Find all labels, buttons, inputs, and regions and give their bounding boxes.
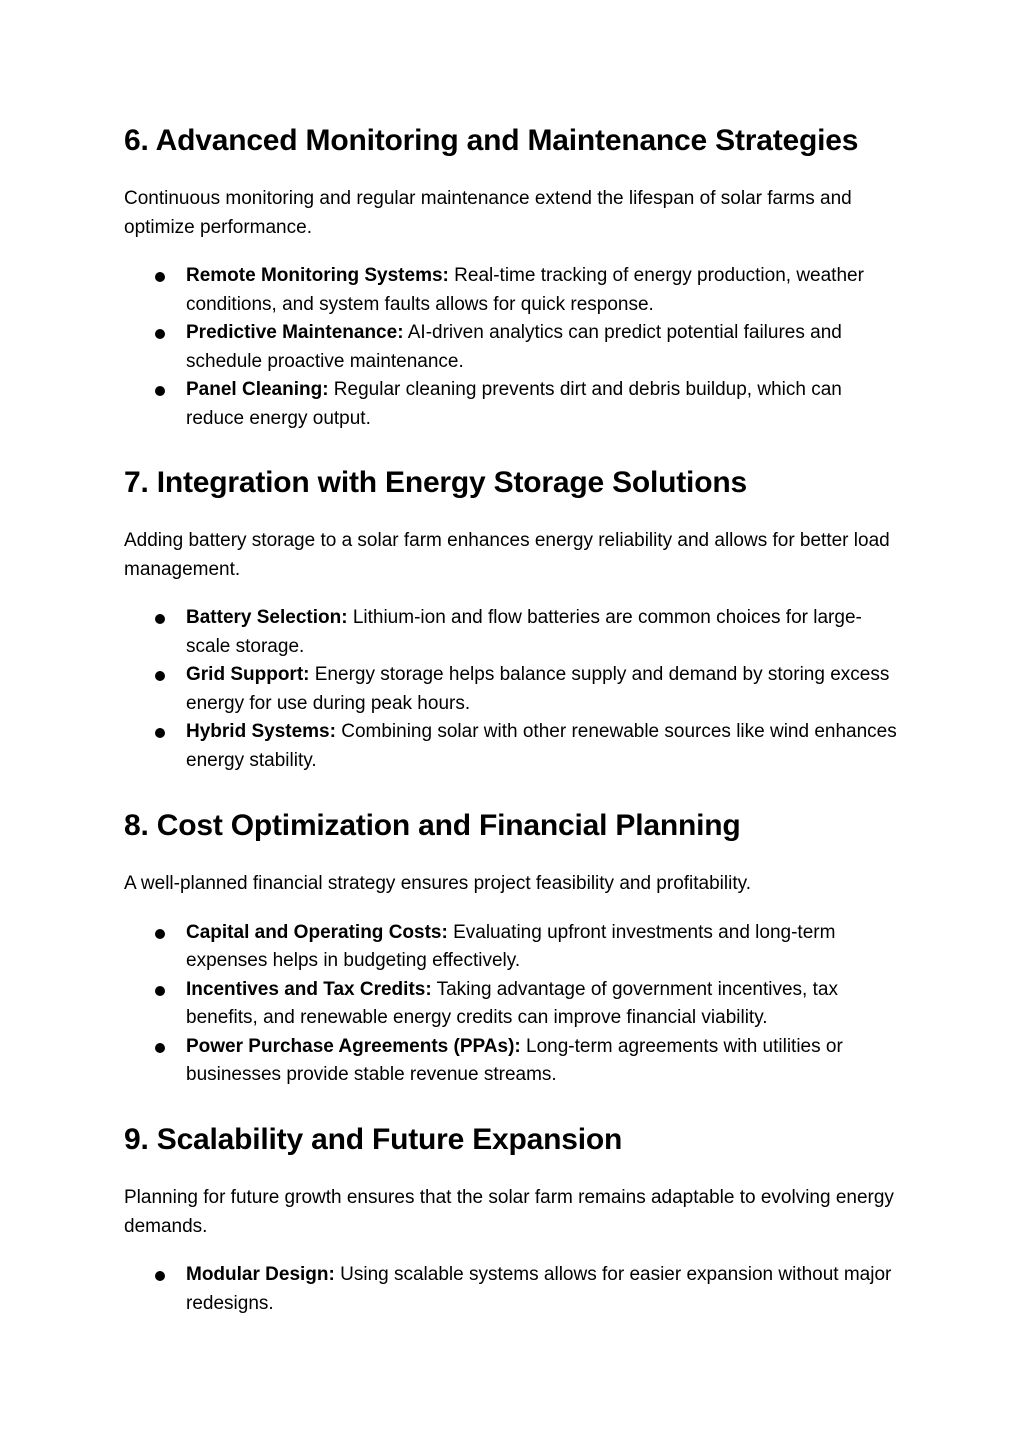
list-item bbox=[124, 718, 898, 775]
bullet-icon bbox=[155, 272, 165, 282]
list-item bbox=[124, 604, 898, 661]
item-term: Remote Monitoring Systems: bbox=[186, 265, 449, 286]
list-item bbox=[124, 1033, 898, 1090]
item-term: Power Purchase Agreements (PPAs): bbox=[186, 1035, 521, 1057]
item-term: Hybrid Systems: bbox=[186, 721, 336, 742]
section-intro: Continuous monitoring and regular maintenance extend the lifespan of solar farms and optimize performance. bbox=[124, 188, 852, 238]
item-text: Taking advantage of government incentives, tax benefits, and renewable energy credits can improve financial viability. bbox=[186, 978, 838, 1028]
bullet-icon bbox=[155, 1043, 165, 1053]
section-monitoring-maintenance bbox=[124, 123, 904, 433]
item-term: Modular Design: bbox=[186, 1264, 335, 1285]
bullet-icon bbox=[155, 986, 165, 996]
item-text: Combining solar with other renewable sources like wind enhances energy stability. bbox=[186, 721, 897, 771]
list-item bbox=[124, 319, 898, 376]
item-term: Panel Cleaning: bbox=[186, 379, 329, 400]
section-intro: A well-planned financial strategy ensures project feasibility and profitability. bbox=[124, 873, 751, 894]
item-text: AI-driven analytics can predict potential failures and schedule proactive maintenance. bbox=[186, 322, 842, 372]
bullet-icon bbox=[155, 329, 165, 339]
list-item bbox=[124, 262, 898, 319]
list-item bbox=[124, 661, 898, 718]
list-item bbox=[124, 376, 898, 433]
item-text: Evaluating upfront investments and long-term expenses helps in budgeting effectively. bbox=[186, 921, 836, 971]
list-item bbox=[124, 976, 898, 1033]
item-term: Predictive Maintenance: bbox=[186, 322, 404, 343]
section-intro: Adding battery storage to a solar farm enhances energy reliability and allows for better load management. bbox=[124, 530, 890, 580]
list-item bbox=[124, 1261, 898, 1318]
item-term: Battery Selection: bbox=[186, 607, 348, 628]
bullet-icon bbox=[155, 1271, 165, 1281]
bullet-icon bbox=[155, 728, 165, 738]
bullet-icon bbox=[155, 671, 165, 681]
bullet-icon bbox=[155, 386, 165, 396]
item-text: Energy storage helps balance supply and demand by storing excess energy for use during peak hours. bbox=[186, 664, 890, 714]
section-heading: 7. Integration with Energy Storage Solutions bbox=[124, 466, 747, 499]
item-text: Long-term agreements with utilities or businesses provide stable revenue streams. bbox=[186, 1035, 843, 1085]
bullet-list bbox=[124, 919, 904, 1090]
item-text: Regular cleaning prevents dirt and debris buildup, which can reduce energy output. bbox=[186, 379, 842, 429]
section-cost-optimization bbox=[124, 808, 904, 1090]
item-term: Grid Support: bbox=[186, 664, 310, 685]
section-intro: Planning for future growth ensures that the solar farm remains adaptable to evolving energy demands. bbox=[124, 1187, 894, 1237]
bullet-icon bbox=[155, 929, 165, 939]
bullet-list bbox=[124, 262, 904, 433]
item-term: Capital and Operating Costs: bbox=[186, 921, 448, 943]
list-item bbox=[124, 919, 898, 976]
item-term: Incentives and Tax Credits: bbox=[186, 978, 432, 1000]
bullet-list bbox=[124, 1261, 904, 1318]
bullet-list bbox=[124, 604, 904, 775]
section-heading: 8. Cost Optimization and Financial Planning bbox=[124, 809, 741, 842]
section-heading: 9. Scalability and Future Expansion bbox=[124, 1123, 623, 1156]
item-text: Using scalable systems allows for easier expansion without major redesigns. bbox=[186, 1264, 892, 1314]
section-heading: 6. Advanced Monitoring and Maintenance Strategies bbox=[124, 124, 859, 157]
section-energy-storage bbox=[124, 465, 904, 775]
section-scalability bbox=[124, 1122, 904, 1318]
item-text: Lithium-ion and flow batteries are common choices for large-scale storage. bbox=[186, 607, 862, 657]
bullet-icon bbox=[155, 614, 165, 624]
item-text: Real-time tracking of energy production, weather conditions, and system faults allows for quick response. bbox=[186, 265, 864, 315]
